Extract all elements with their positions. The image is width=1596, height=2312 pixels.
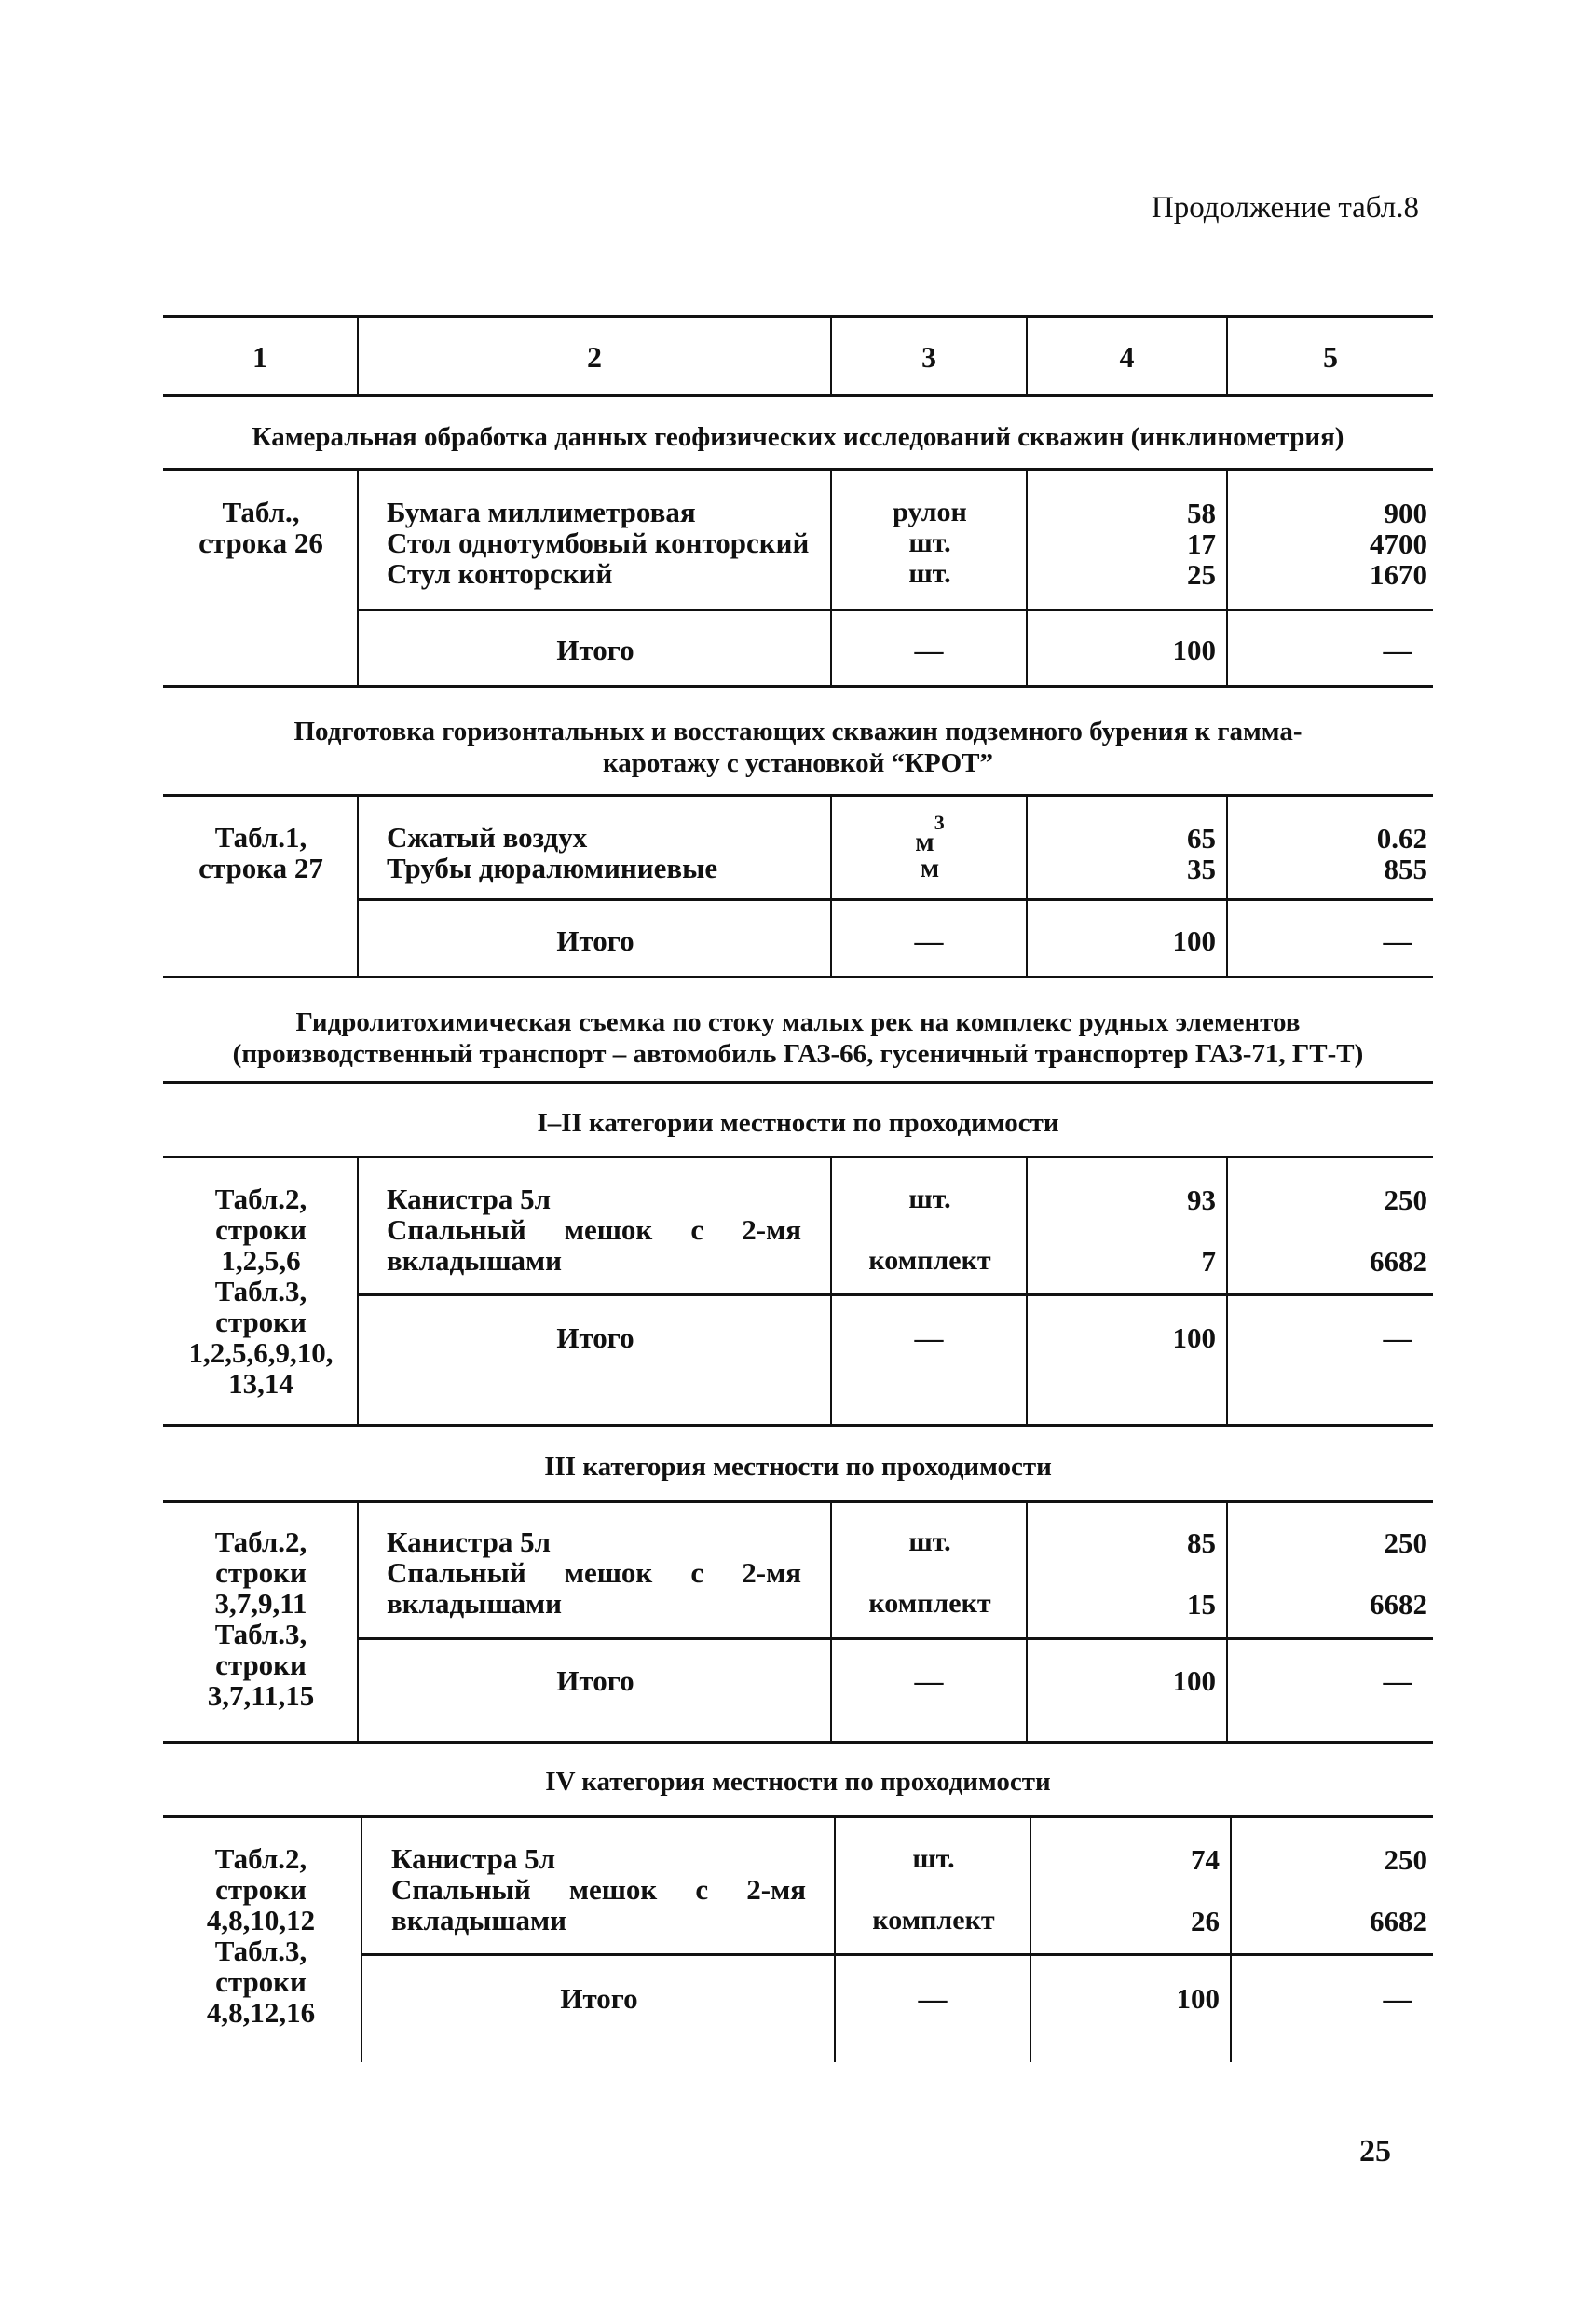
subsection-title: I–II категории местности по проходимости <box>537 1108 1059 1138</box>
total-percent: 100 <box>1176 1982 1220 2015</box>
item-name: Стол однотумбовый конторский <box>387 527 810 559</box>
table-reference <box>163 1526 359 1711</box>
item-name: Трубы дюралюминиевые <box>387 852 718 884</box>
item-percent: 7 <box>1201 1245 1216 1278</box>
total-label: Итого <box>556 1321 634 1354</box>
subsection-title: III категория местности по проходимости <box>544 1452 1052 1482</box>
total-rule <box>362 1953 1433 1956</box>
total-label: Итого <box>560 1982 638 2015</box>
ref-line: 3,7,9,11 <box>214 1587 307 1620</box>
section-title-line: (производственный транспорт – автомобиль ГАЗ-66, гусеничный транспортер ГАЗ-71, ГТ-Т) <box>232 1039 1364 1069</box>
item-unit: шт. <box>908 1526 951 1557</box>
ref-line: строки <box>215 1556 307 1589</box>
section-title-line: Гидролитохимическая съемка по стоку малых рек на комплекс рудных элементов <box>295 1007 1301 1037</box>
item-unit: рулон <box>893 497 967 527</box>
item-percent: 74 <box>1191 1843 1220 1876</box>
item-value: 855 <box>1384 853 1427 885</box>
section-bottom-rule <box>163 685 1433 688</box>
item-value: 6682 <box>1370 1905 1427 1937</box>
item-name: вкладышами <box>391 1904 567 1936</box>
column-header-3: 3 <box>921 340 936 374</box>
subsection-title: IV категория местности по проходимости <box>545 1767 1051 1797</box>
ref-line: Табл.2, <box>214 1842 307 1875</box>
item-unit: комплект <box>868 1588 991 1619</box>
total-percent: 100 <box>1172 634 1216 666</box>
ref-line: 1,2,5,6,9,10, <box>188 1336 334 1369</box>
ref-line: 4,8,10,12 <box>206 1904 316 1936</box>
total-percent: 100 <box>1172 1321 1216 1354</box>
table-reference <box>163 1183 359 1399</box>
ref-line: строки <box>215 1306 307 1338</box>
total-unit: — <box>914 1321 944 1354</box>
table-reference <box>163 497 359 558</box>
column-header-4: 4 <box>1119 340 1135 374</box>
ref-line: строки <box>215 1213 307 1246</box>
item-name: вкладышами <box>387 1587 563 1620</box>
total-rule <box>359 609 1433 611</box>
total-label: Итого <box>556 924 634 957</box>
item-percent: 15 <box>1187 1588 1216 1621</box>
total-value: — <box>1383 1664 1412 1697</box>
total-unit: — <box>918 1982 948 2015</box>
item-unit: м <box>920 853 940 883</box>
item-value: 900 <box>1384 497 1427 529</box>
total-rule <box>359 898 1433 901</box>
header-bottom-rule <box>163 394 1433 397</box>
item-percent: 35 <box>1187 853 1216 885</box>
ref-line: Табл.3, <box>214 1618 307 1650</box>
ref-line: 13,14 <box>228 1367 293 1400</box>
item-value: 6682 <box>1370 1588 1427 1621</box>
ref-line: Табл.2, <box>214 1183 307 1215</box>
table-reference <box>163 822 359 883</box>
subsection-rule <box>163 1815 1433 1818</box>
item-name: вкладышами <box>387 1244 563 1277</box>
item-value: 4700 <box>1370 527 1427 560</box>
item-name: Канистра 5л <box>387 1525 552 1558</box>
total-unit: — <box>914 1664 944 1697</box>
item-value: 250 <box>1384 1183 1427 1216</box>
table-reference <box>163 1843 359 2028</box>
total-value: — <box>1383 1321 1412 1354</box>
subsection-rule <box>163 1156 1433 1158</box>
item-unit: комплект <box>872 1905 995 1936</box>
ref-line: Табл.1, <box>214 821 307 854</box>
item-name: Спальный мешок с 2-мя <box>387 1213 801 1246</box>
page-number: 25 <box>1359 2134 1391 2168</box>
total-value: — <box>1383 1982 1412 2015</box>
item-unit: шт. <box>912 1843 955 1874</box>
table-top-rule <box>163 315 1433 318</box>
ref-line: Табл., <box>222 496 300 528</box>
section-rule <box>163 794 1433 797</box>
item-value: 250 <box>1384 1526 1427 1559</box>
ref-line: 4,8,12,16 <box>206 1996 316 2029</box>
section-rule <box>163 468 1433 471</box>
ref-line: строки <box>215 1873 307 1906</box>
continuation-label: Продолжение табл.8 <box>1151 191 1419 225</box>
item-value: 0.62 <box>1376 822 1427 855</box>
section-bottom-rule <box>163 976 1433 978</box>
item-name: Бумага миллиметровая <box>387 496 696 528</box>
ref-line: строки <box>215 1648 307 1681</box>
item-name: Канистра 5л <box>387 1183 552 1215</box>
column-divider <box>361 1815 362 2062</box>
item-percent: 25 <box>1187 558 1216 591</box>
column-header-1: 1 <box>252 340 267 374</box>
item-unit: комплект <box>868 1245 991 1276</box>
item-name: Спальный мешок с 2-мя <box>387 1556 801 1589</box>
section-title <box>163 1006 1433 1070</box>
unit-superscript: 3 <box>934 811 945 834</box>
item-name: Спальный мешок с 2-мя <box>391 1873 806 1906</box>
item-unit: шт. <box>908 558 951 589</box>
total-label: Итого <box>556 634 634 666</box>
section-title-line: каротажу с установкой “КРОТ” <box>603 748 993 778</box>
ref-line: Табл.3, <box>214 1935 307 1967</box>
item-percent: 26 <box>1191 1905 1220 1937</box>
item-percent: 17 <box>1187 527 1216 560</box>
item-value: 1670 <box>1370 558 1427 591</box>
ref-line: строка 26 <box>198 527 323 559</box>
total-value: — <box>1383 634 1412 666</box>
ref-line: строка 27 <box>198 852 323 884</box>
total-unit: — <box>914 924 944 957</box>
total-percent: 100 <box>1172 1664 1216 1697</box>
item-value: 250 <box>1384 1843 1427 1876</box>
ref-line: Табл.3, <box>214 1275 307 1307</box>
section-rule <box>163 1081 1433 1084</box>
total-percent: 100 <box>1172 924 1216 957</box>
unit-text: м <box>915 827 934 857</box>
section-bottom-rule <box>163 1741 1433 1744</box>
total-unit: — <box>914 634 944 666</box>
section-title: Камеральная обработка данных геофизических исследований скважин (инклинометрия) <box>252 422 1344 452</box>
section-title-line: Подготовка горизонтальных и восстающих скважин подземного бурения к гамма- <box>293 717 1303 746</box>
section-title <box>163 716 1433 779</box>
item-name: Канистра 5л <box>391 1842 556 1875</box>
ref-line: строки <box>215 1965 307 1998</box>
item-percent: 85 <box>1187 1526 1216 1559</box>
total-label: Итого <box>556 1664 634 1697</box>
item-value: 6682 <box>1370 1245 1427 1278</box>
ref-line: 3,7,11,15 <box>207 1679 315 1712</box>
column-header-5: 5 <box>1323 340 1338 374</box>
item-unit: шт. <box>908 1183 951 1214</box>
subsection-rule <box>163 1500 1433 1503</box>
section-bottom-rule <box>163 1424 1433 1427</box>
ref-line: Табл.2, <box>214 1525 307 1558</box>
item-name: Сжатый воздух <box>387 821 588 854</box>
item-percent: 58 <box>1187 497 1216 529</box>
total-rule <box>359 1637 1433 1640</box>
column-header-2: 2 <box>587 340 602 374</box>
item-percent: 93 <box>1187 1183 1216 1216</box>
item-name: Стул конторский <box>387 557 613 590</box>
item-unit: шт. <box>908 527 951 558</box>
total-value: — <box>1383 924 1412 957</box>
ref-line: 1,2,5,6 <box>221 1244 301 1277</box>
total-rule <box>359 1293 1433 1296</box>
item-percent: 65 <box>1187 822 1216 855</box>
